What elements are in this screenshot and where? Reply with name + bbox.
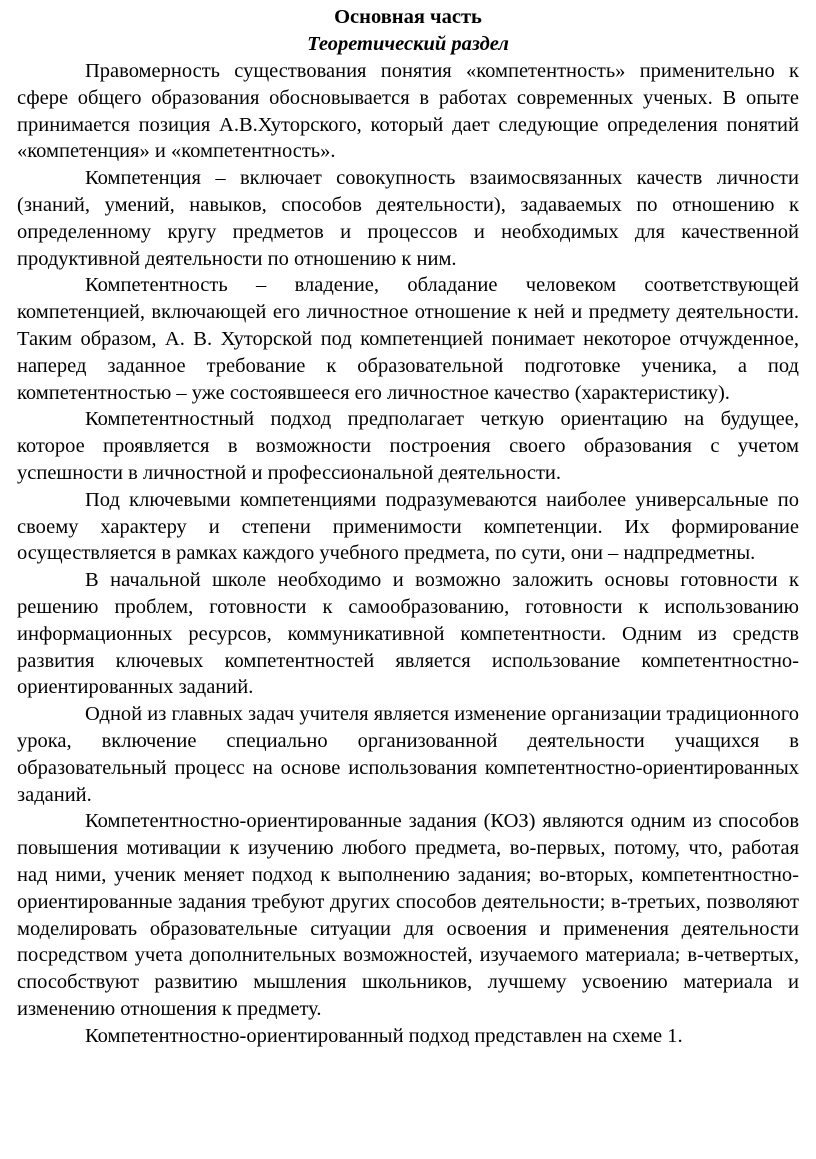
paragraph-4: Компетентностный подход предполагает четкую ориентацию на будущее, которое проявляется в возможности построения своего образования с учетом успешности в личностной и профессиональной деятельности. — [17, 408, 799, 484]
paragraph-2: Компетенция – включает совокупность взаимосвязанных качеств личности (знаний, умений, навыков, способов деятельности), задаваемых по отношению к определенному кругу предметов и процессов и необходимых для качественной продуктивной деятельности по отношению к ним. — [17, 167, 799, 270]
paragraph-7: Одной из главных задач учителя является изменение организации традиционного урока, включение специально организованной деятельности учащихся в образовательный процесс на основе использования компетентностно-ориентированных заданий. — [17, 703, 799, 806]
paragraph-5: Под ключевыми компетенциями подразумеваются наиболее универсальные по своему характеру и степени применимости компетенции. Их формирование осуществляется в рамках каждого учебного предмета, по сути, они – надпредметны. — [17, 488, 799, 565]
paragraph-6: В начальной школе необходимо и возможно заложить основы готовности к решению проблем, готовности к самообразованию, готовности к использованию информационных ресурсов, коммуникативной компетентности. Одним из средств развития ключевых компетентностей является использование компетентностно-ориентированных заданий. — [17, 569, 799, 699]
paragraph-3: Компетентность – владение, обладание человеком соответствующей компетенцией, включающей его личностное отношение к ней и предмету деятельности. Таким образом, А. В. Хуторской под компетенцией понимает некоторое отчужденное, наперед заданное требование к образовательной подготовке ученика, а под компетентностью – уже состоявшееся его личностное качество (характеристику). — [17, 274, 799, 404]
section-subtitle: Теоретический раздел — [307, 33, 509, 55]
section-title: Основная часть — [334, 6, 482, 28]
paragraph-8: Компетентностно-ориентированные задания (КОЗ) являются одним из способов повышения мотивации к изучению любого предмета, во-первых, потому, что, работая над ними, ученик меняет подход к выполнению задания; во-вторых, компетентностно-ориентированные задания требуют других способов деятельности; в-третьих, позволяют моделировать образовательные ситуации для освоения и применения деятельности посредством учета дополнительных возможностей, изучаемого материала; в-четвертых, способствуют развитию мышления школьников, лучшему усвоению материала и изменению отношения к предмету. — [17, 810, 799, 1020]
document-page — [17, 4, 799, 1049]
paragraph-1: Правомерность существования понятия «компетентность» применительно к сфере общего образования обосновывается в работах современных ученых. В опыте принимается позиция А.В.Хуторского, который дает следующие определения понятий «компетенция» и «компетентность». — [17, 60, 799, 163]
paragraph-9: Компетентностно-ориентированный подход представлен на схеме 1. — [85, 1024, 683, 1047]
